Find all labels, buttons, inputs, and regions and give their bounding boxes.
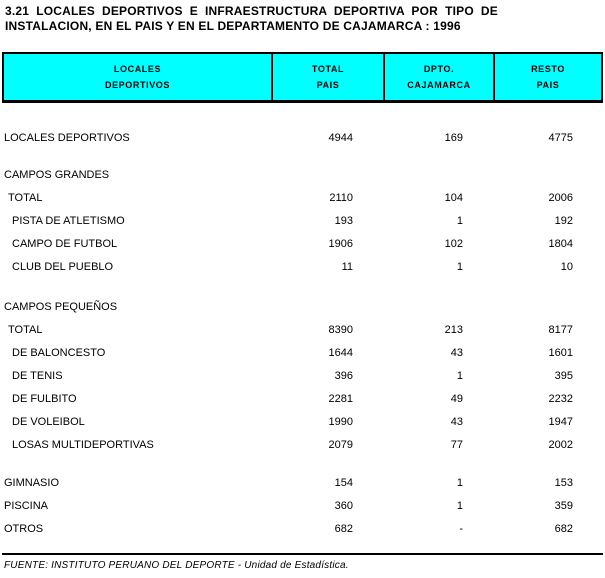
header-label: CAJAMARCA [407, 80, 471, 90]
source-note: FUENTE: INSTITUTO PERUANO DEL DEPORTE - Unidad de Estadística. [4, 560, 349, 571]
header-label: DPTO. [423, 64, 455, 74]
cell-dpto-cajamarca: 1 [456, 477, 463, 489]
cell-resto-pais: 1804 [548, 238, 573, 250]
section-label: CAMPOS GRANDES [4, 169, 110, 181]
cell-total-pais: 4944 [328, 132, 353, 144]
cell-total-pais: 1990 [328, 416, 353, 428]
footer-divider [2, 553, 603, 555]
row-label: PISTA DE ATLETISMO [12, 215, 125, 227]
header-cell-resto-pais [493, 54, 601, 100]
row-label: DE TENIS [12, 370, 63, 382]
cell-total-pais: 8390 [328, 324, 353, 336]
row-label: TOTAL [8, 324, 43, 336]
page-title-line2: INSTALACION, EN EL PAIS Y EN EL DEPARTAMENTO DE CAJAMARCA : 1996 [5, 19, 461, 33]
cell-resto-pais: 10 [560, 261, 573, 273]
table-row-pista-de-atletismo [2, 210, 605, 233]
cell-resto-pais: 2232 [548, 393, 573, 405]
cell-dpto-cajamarca [383, 164, 493, 187]
cell-total-pais: 11 [341, 261, 353, 273]
table-row-campo-de-futbol [2, 233, 605, 256]
section-row-campos-grandes [2, 164, 605, 187]
cell-resto-pais: 359 [554, 500, 573, 512]
cell-dpto-cajamarca: 213 [444, 324, 463, 336]
cell-dpto-cajamarca: 49 [450, 393, 463, 405]
table-row-de-tenis [2, 365, 605, 388]
cell-total-pais [271, 296, 383, 319]
section-row-campos-pequenos [2, 296, 605, 319]
row-label: CAMPO DE FUTBOL [12, 238, 118, 250]
cell-resto-pais: 1947 [548, 416, 573, 428]
table-header [2, 52, 603, 103]
row-label: OTROS [4, 523, 44, 535]
row-label: CLUB DEL PUEBLO [12, 261, 114, 273]
cell-dpto-cajamarca: 1 [456, 215, 463, 227]
cell-dpto-cajamarca [383, 296, 493, 319]
cell-total-pais: 2110 [329, 192, 353, 204]
cell-total-pais: 1644 [328, 347, 353, 359]
cell-dpto-cajamarca: - [459, 523, 463, 535]
cell-dpto-cajamarca: 77 [450, 439, 463, 451]
cell-total-pais: 2281 [328, 393, 353, 405]
row-label: DE FULBITO [12, 393, 77, 405]
header-label: RESTO [531, 64, 565, 74]
cell-resto-pais: 395 [554, 370, 573, 382]
cell-dpto-cajamarca: 1 [456, 370, 463, 382]
table-row-losas-multideportivas [2, 434, 605, 457]
table-row-campos-grandes-total [2, 187, 605, 210]
cell-dpto-cajamarca: 102 [444, 238, 463, 250]
cell-total-pais: 2079 [328, 439, 353, 451]
table-row-gimnasio [2, 472, 605, 495]
cell-dpto-cajamarca: 43 [450, 347, 463, 359]
table-row-campos-pequenos-total [2, 319, 605, 342]
cell-resto-pais: 1601 [548, 347, 573, 359]
cell-total-pais: 682 [334, 523, 353, 535]
cell-total-pais: 396 [334, 370, 353, 382]
row-label: GIMNASIO [4, 477, 60, 489]
cell-dpto-cajamarca: 1 [456, 500, 463, 512]
cell-resto-pais: 2002 [548, 439, 573, 451]
page-title-line1: 3.21 LOCALES DEPORTIVOS E INFRAESTRUCTURA DEPORTIVA POR TIPO DE [5, 4, 498, 18]
cell-dpto-cajamarca: 43 [450, 416, 463, 428]
section-label: CAMPOS PEQUEÑOS [4, 301, 118, 313]
table-row-locales-deportivos [2, 127, 605, 150]
cell-resto-pais: 153 [554, 477, 573, 489]
table-row-de-fulbito [2, 388, 605, 411]
cell-dpto-cajamarca: 104 [444, 192, 463, 204]
table-row-piscina [2, 495, 605, 518]
cell-resto-pais [493, 164, 603, 187]
row-label: DE VOLEIBOL [12, 416, 85, 428]
cell-resto-pais: 8177 [548, 324, 573, 336]
cell-resto-pais [493, 296, 603, 319]
cell-total-pais: 154 [334, 477, 353, 489]
row-label: TOTAL [8, 192, 43, 204]
cell-total-pais [271, 164, 383, 187]
cell-total-pais: 193 [334, 215, 353, 227]
table-body [2, 127, 605, 541]
header-label: PAIS [316, 80, 340, 90]
cell-dpto-cajamarca: 1 [456, 261, 463, 273]
cell-resto-pais: 192 [554, 215, 573, 227]
row-label: DE BALONCESTO [12, 347, 106, 359]
cell-resto-pais: 682 [554, 523, 573, 535]
cell-resto-pais: 4775 [548, 132, 573, 144]
row-label: LOCALES DEPORTIVOS [4, 132, 130, 144]
cell-resto-pais: 2006 [548, 192, 573, 204]
table-row-de-baloncesto [2, 342, 605, 365]
header-label: TOTAL [311, 64, 345, 74]
header-label: DEPORTIVOS [104, 80, 170, 90]
row-label: LOSAS MULTIDEPORTIVAS [12, 439, 154, 451]
table-row-club-del-pueblo [2, 256, 605, 279]
cell-total-pais: 360 [334, 500, 353, 512]
page-title [5, 4, 498, 34]
cell-dpto-cajamarca: 169 [444, 132, 463, 144]
header-cell-dpto-cajamarca [383, 54, 493, 100]
header-label: PAIS [536, 80, 560, 90]
header-cell-locales-deportivos [4, 54, 271, 100]
cell-total-pais: 1906 [328, 238, 353, 250]
row-label: PISCINA [4, 500, 49, 512]
header-label: LOCALES [113, 64, 162, 74]
header-cell-total-pais [271, 54, 383, 100]
table-row-de-voleibol [2, 411, 605, 434]
table-row-otros [2, 518, 605, 541]
